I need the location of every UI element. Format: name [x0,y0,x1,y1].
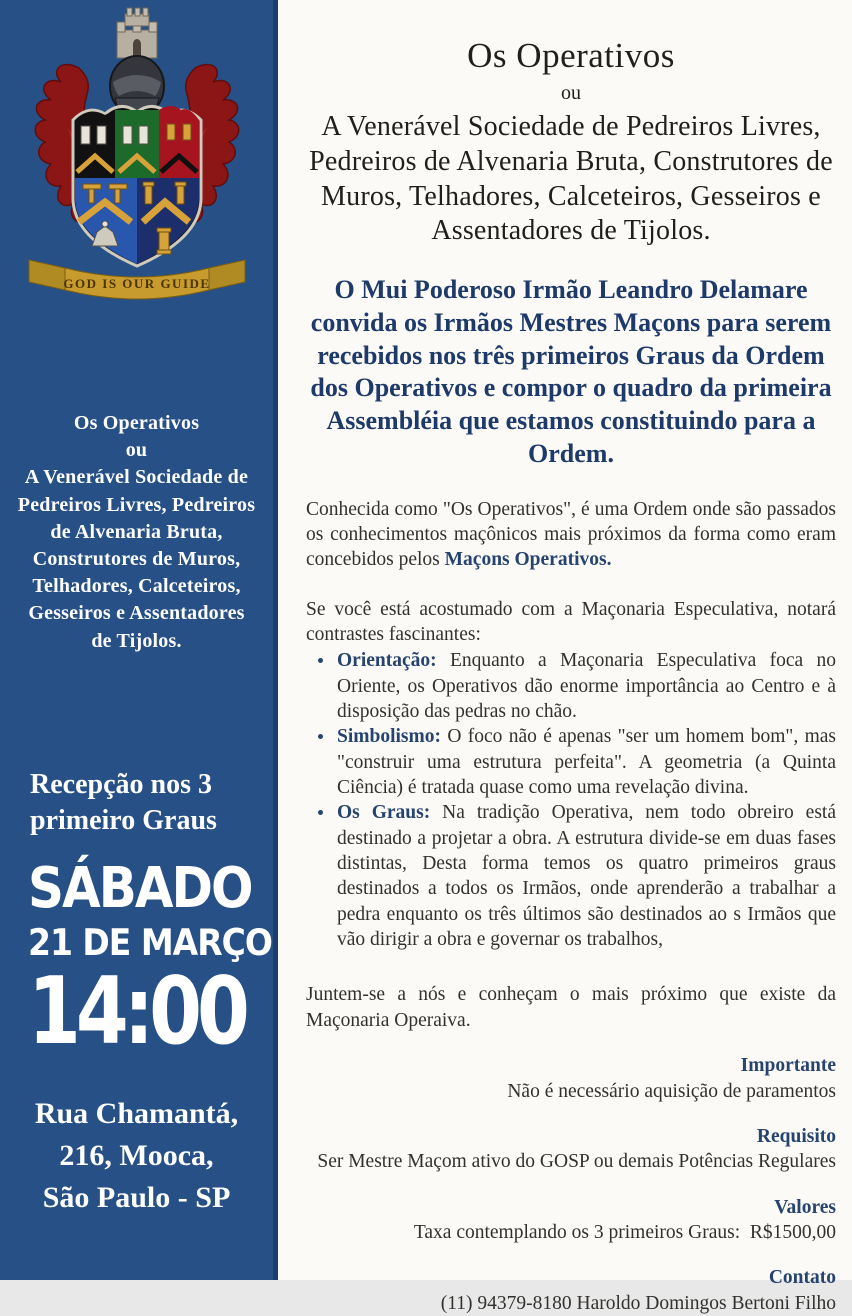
contrast-paragraph: Se você está acostumado com a Maçonaria Especulativa, notará contrastes fascinantes: [306,598,836,645]
info-section-valores [306,1196,836,1246]
crest-banner-text: GOD IS OUR GUIDE [62,276,211,291]
info-section-requisito [306,1125,836,1175]
event-time: 14:00 [28,956,245,1066]
info-text: Ser Mestre Maçom ativo do GOSP ou demais Potências Regulares [317,1151,836,1173]
info-section-contato [306,1266,836,1316]
bullet-text: Na tradição Operativa, nem todo obreiro está destinado a projetar a obra. A estrutura divide-se em duas fases distintas, Desta forma temos os quatro primeiros graus destinados a todos os Irmãos, onde aprenderão a trabalhar a pedra enquanto os três últimos são destinados ao s Irmãos que vão dirigir a obra e governar os trabalhos, [337,802,836,951]
info-section-importante [306,1054,836,1104]
invitation-paragraph: O Mui Poderoso Irmão Leandro Delamare convida os Irmãos Mestres Maçons para serem recebidos nos três primeiros Graus da Ordem dos Operativos e compor o quadro da primeira Assembléia que estamos constituindo para a Ordem. [310,275,832,468]
sidebar-title-line1: Os Operativos [73,412,200,434]
bullet-term: Orientação: [337,650,437,672]
contrast-list [306,648,836,952]
intro-paragraph [306,497,836,573]
sidebar-society-title [18,410,256,655]
address-line-3: São Paulo - SP [42,1181,231,1215]
shield [73,106,201,266]
info-text: Não é necessário aquisição de paramentos [507,1080,836,1102]
event-address [0,1093,273,1219]
info-label: Requisito [756,1125,836,1147]
coat-of-arms [21,6,253,298]
list-item [335,648,836,724]
intro-highlight: Maçons Operativos. [444,549,612,571]
list-item [335,724,836,800]
address-line-2: 216, Mooca, [59,1139,214,1173]
document-header [306,36,836,249]
address-line-1: Rua Chamantá, [34,1097,239,1131]
info-text: (11) 94379-8180 Haroldo Domingos Bertoni Filho [440,1292,836,1314]
info-label: Contato [768,1267,836,1289]
event-day: SÁBADO [28,855,252,921]
intro-text: Conhecida como "Os Operativos", é uma Ordem onde são passados os conhecimentos maçônicos mais próximos da forma como eram concebidos pelos [306,498,836,571]
bullet-term: Os Graus: [337,802,431,824]
list-item [335,800,836,952]
sidebar-title-line2: ou [125,439,148,462]
header-ou: ou [561,82,581,105]
info-label: Importante [740,1055,836,1077]
bullet-text: O foco não é apenas "ser um homem bom", mas "construir uma estrutura perfeita". A geometria (a Quinta Ciência) é tratada quase como uma revelação divina. [337,726,836,799]
main-content [278,0,852,1314]
info-label: Valores [774,1196,836,1218]
bullet-term: Simbolismo: [337,726,442,748]
event-date: 21 DE MARÇO [28,921,272,964]
sidebar-title-line3: A Venerável Sociedade de Pedreiros Livres, Pedreiros de Alvenaria Bruta, Construtores de Muros, Telhadores, Calceteiros, Gesseiros e Assentadores de Tijolos. [17,466,256,652]
header-title: Os Operativos [467,36,675,75]
reception-heading: Recepção nos 3 primeiro Graus [30,768,217,836]
bullet-text: Enquanto a Maçonaria Especulativa foca no Oriente, os Operativos dão enorme importância ao Centro e à disposição das pedras no chão. [337,650,836,723]
castle-crest [117,8,157,58]
sidebar [0,0,278,1280]
header-subtitle: A Venerável Sociedade de Pedreiros Livres, Pedreiros de Alvenaria Bruta, Construtores de Muros, Telhadores, Calceteiros, Gesseiros e Assentadores de Tijolos. [309,111,833,247]
info-text: Taxa contemplando os 3 primeiros Graus: R$1500,00 [413,1221,836,1243]
closing-paragraph: Juntem-se a nós e conheçam o mais próximo que existe da Maçonaria Operaiva. [306,984,836,1031]
